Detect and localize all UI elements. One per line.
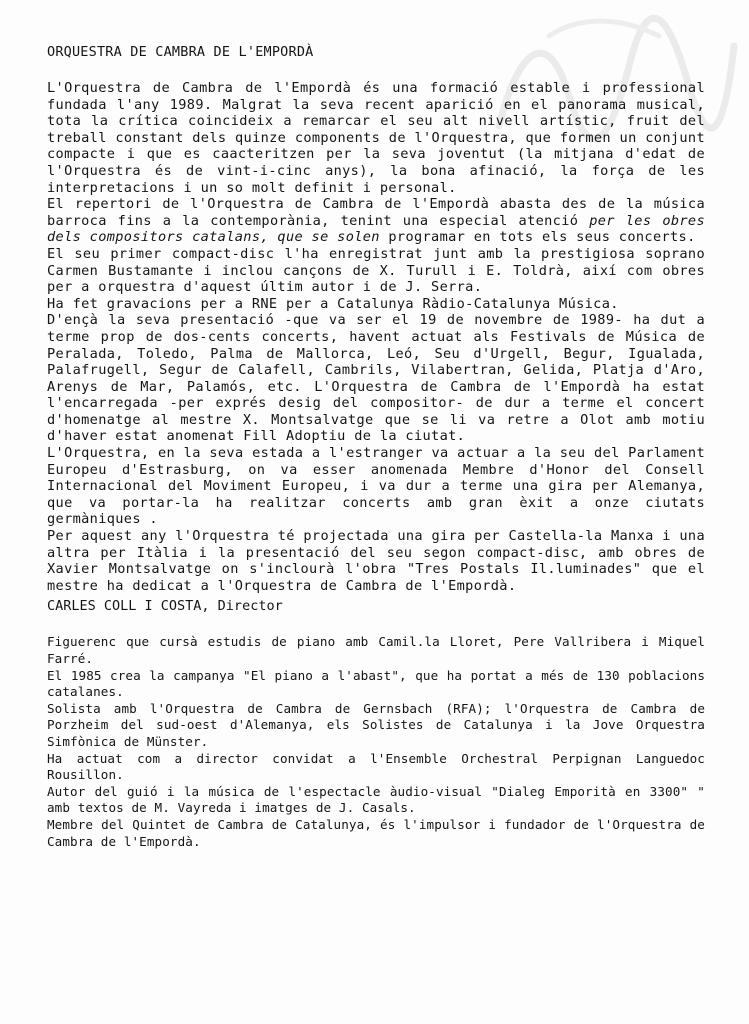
director-section xyxy=(47,634,705,850)
document-body xyxy=(47,44,705,850)
director-heading: CARLES COLL I COSTA, Director xyxy=(47,598,283,615)
orchestra-section xyxy=(47,80,705,594)
paragraph-compact-disc: El seu primer compact-disc l'ha enregistrat junt amb la prestigiosa soprano Carmen Bustamante i inclou cançons de X. Turull i E. Toldrà, així com obres per a orquestra d'aquest últim autor i de J. Serra. xyxy=(47,245,705,296)
paragraph-plans: Per aquest any l'Orquestra té projectada una gira per Castella-la Manxa i una altra per Itàlia i la presentació del seu segon compact-disc, amb obres de Xavier Montsalvatge on s'inclourà l'obra "Tres Postals Il.luminades" que el mestre ha dedicat a l'Orquestra de Cambra de l'Empordà. xyxy=(47,528,705,594)
paragraph-recordings: Ha fet gravacions per a RNE per a Catalunya Ràdio-Catalunya Música. xyxy=(47,295,619,312)
paragraph-founding: L'Orquestra de Cambra de l'Empordà és una formació estable i professional fundada l'any 1989. Malgrat la seva recent aparició en el panorama musical, tota la crítica coincideix a remarcar el seu alt nivell artístic, fruit del treball constant dels quinze components de l'Orquestra, que formen un conjunt compacte i que es caacteritzen per la seva joventut (la mitjana d'edat de l'Orquestra és de vint-i-cinc anys), la bona afinació, la força de les interpretacions i un so molt definit i personal. xyxy=(47,80,705,196)
bio-paragraph: Autor del guió i la música de l'espectacle àudio-visual "Dialeg Emporità en 3300" " amb textos de M. Vayreda i imatges de J. Casals. xyxy=(47,783,705,816)
bio-paragraph: Ha actuat com a director convidat a l'Ensemble Orchestral Perpignan Languedoc Rousillon. xyxy=(47,750,705,783)
paragraph-repertoire xyxy=(47,196,705,246)
bio-paragraph: Membre del Quintet de Cambra de Catalunya, és l'impulsor i fundador de l'Orquestra de Cambra de l'Empordà. xyxy=(47,816,705,849)
repertoire-italic-text: per les obres dels compositors catalans, que se solen xyxy=(47,212,705,246)
paragraph-abroad: L'Orquestra, en la seva estada a l'estranger va actuar a la seu del Parlament Europeu d'Estrasburg, on va esser anomenada Membre d'Honor del Consell Internacional del Moviment Europeu, i va dur a terme una gira per Alemanya, que va portar-la ha realitzar concerts amb gran èxit a onze ciutats germàniques . xyxy=(47,445,705,528)
bio-paragraph: Solista amb l'Orquestra de Cambra de Gernsbach (RFA); l'Orquestra de Cambra de Porzheim del sud-oest d'Alemanya, els Solistes de Catalunya i la Jove Orquestra Simfònica de Münster. xyxy=(47,700,705,749)
paragraph-concerts: D'ençà la seva presentació -que va ser el 19 de novembre de 1989- ha dut a terme prop de dos-cents concerts, havent actuat als Festivals de Música de Peralada, Toledo, Palma de Mallorca, Leó, Seu d'Urgell, Begur, Igualada, Palafrugell, Segur de Calafell, Cambrils, Vilabertran, Gelida, Platja d'Aro, Arenys de Mar, Palamós, etc. L'Orquestra de Cambra de l'Empordà ha estat l'encarregada -per exprés desig del compositor- de dur a terme el concert d'homenatge al mestre X. Montsalvatge que se li va retre a Olot amb motiu d'haver estat anomenat Fill Adoptiu de la ciutat. xyxy=(47,312,705,445)
document-title: ORQUESTRA DE CAMBRA DE L'EMPORDÀ xyxy=(47,44,314,60)
repertoire-text-end: programar en tots els seus concerts. xyxy=(388,229,696,246)
repertoire-text: El repertori de l'Orquestra de Cambra de l'Empordà abasta des de la música barroca fins a la contemporània, tenint una especial atenció xyxy=(47,196,705,229)
bio-paragraph: El 1985 crea la campanya "El piano a l'abast", que ha portat a més de 130 poblacions catalanes. xyxy=(47,667,705,700)
bio-paragraph: Figuerenc que cursà estudis de piano amb Camil.la Lloret, Pere Vallribera i Miquel Farré. xyxy=(47,634,705,666)
